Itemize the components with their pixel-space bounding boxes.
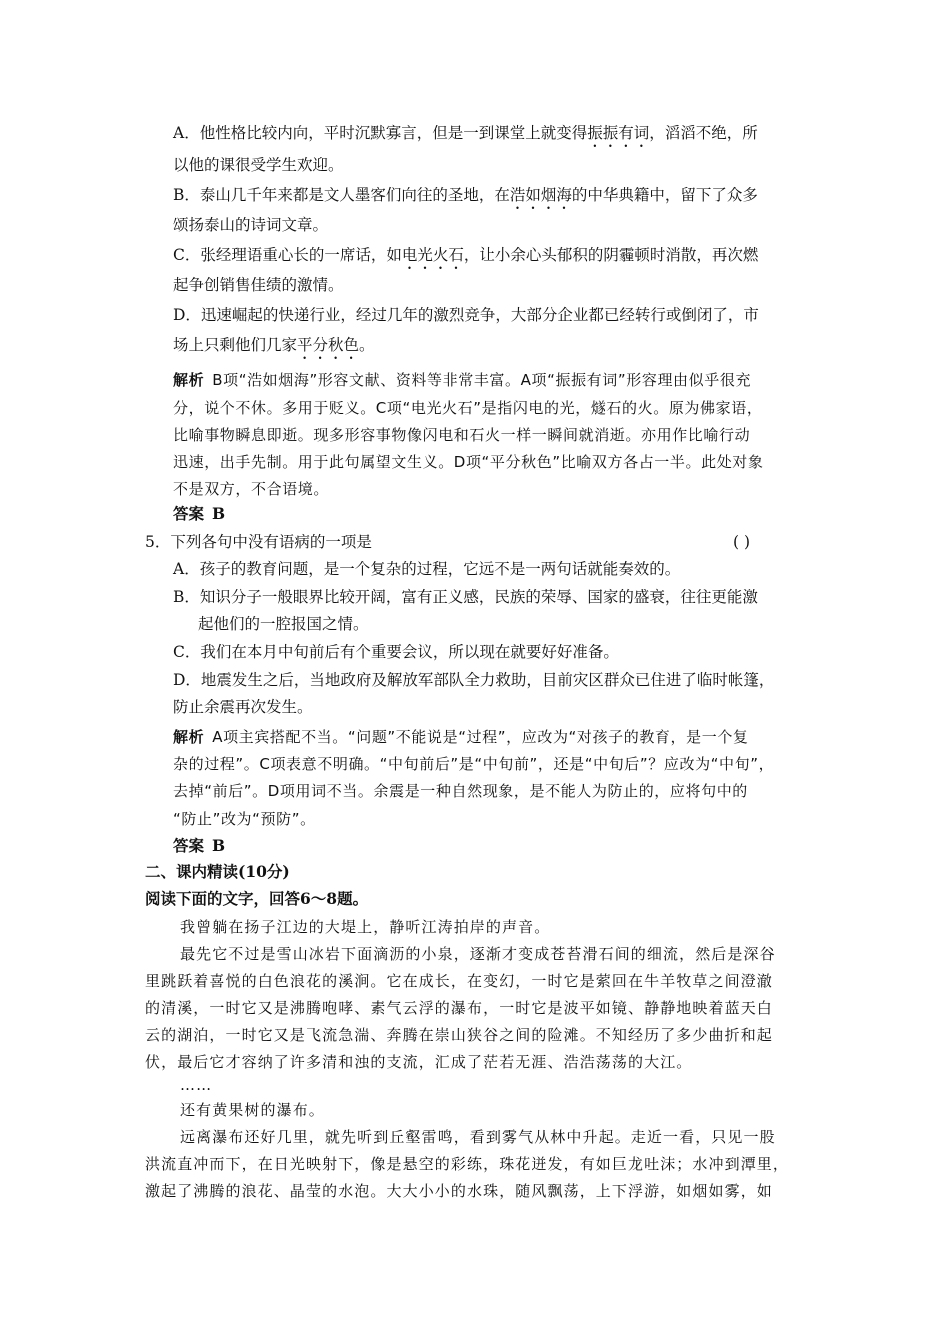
q4-analysis-line-2: 分，说个不休。多用于贬义。C项“电光火石”是指闪电的光，燧石的火。原为佛家语，	[173, 399, 763, 417]
q4-option-d-line2	[173, 335, 375, 363]
q4-option-a-text: A．他性格比较内向，平时沉默寡言，但是一到课堂上就变得	[173, 124, 588, 142]
q4-analysis-line-1	[173, 370, 751, 390]
q5-answer-value: B	[212, 836, 226, 855]
q4-option-c-emphasis: 电光火石	[401, 246, 464, 264]
reading-instruction: 阅读下面的文字，回答6～8题。	[145, 889, 369, 908]
q5-analysis-line-1	[173, 727, 749, 747]
q4-option-b-text: B．泰山几千年来都是文人墨客们向往的圣地，在	[173, 186, 510, 204]
q4-option-c-text-end: ，让小余心头郁积的阴霾顿时消散，再次燃	[463, 246, 759, 264]
q5-analysis-text: A项主宾搭配不当。“问题”不能说是“过程”，应改为“对孩子的教育，是一个复	[212, 728, 749, 746]
passage-ellipsis: ……	[180, 1076, 213, 1094]
passage-line-8: 远离瀑布还好几里，就先听到丘壑雷鸣，看到雾气从林中升起。走近一看，只见一股	[180, 1128, 776, 1146]
q5-answer-label: 答案	[173, 836, 205, 855]
q4-option-a-line2: 以他的课很受学生欢迎。	[173, 156, 344, 174]
passage-line-6: 伏，最后它才容纳了许多清和浊的支流，汇成了茫若无涯、浩浩荡荡的大江。	[145, 1053, 693, 1071]
q5-option-a: A．孩子的教育问题，是一个复杂的过程，它远不是一两句话就能奏效的。	[173, 560, 681, 578]
passage-line-2: 最先它不过是雪山冰岩下面滴沥的小泉，逐渐才变成苍苔滑石间的细流，然后是深谷	[180, 945, 776, 963]
q4-option-a	[173, 123, 758, 151]
q4-analysis-line-5: 不是双方，不合语境。	[173, 480, 330, 498]
q5-option-d-line2: 防止余震再次发生。	[173, 698, 313, 716]
q4-option-c-line2: 起争创销售佳绩的激情。	[173, 276, 344, 294]
q4-option-d-emphasis: 平分秋色	[297, 336, 360, 354]
q4-analysis-label: 解析	[173, 371, 205, 389]
q4-analysis-line-3: 比喻事物瞬息即逝。现多形容事物像闪电和石火一样一瞬间就消逝。亦用作比喻行动	[173, 426, 751, 444]
q5-analysis-label: 解析	[173, 728, 205, 746]
q4-option-a-emphasis: 振振有词	[587, 124, 650, 142]
passage-line-5: 云的湖泊，一时它又是飞流急湍、奔腾在崇山狭谷之间的险滩。不知经历了多少曲折和起	[145, 1026, 773, 1044]
q4-option-d-text: 场上只剩他们几家	[173, 336, 298, 354]
q5-analysis-line-4: “防止”改为“预防”。	[173, 810, 316, 828]
q4-option-b-emphasis: 浩如烟海	[509, 186, 572, 204]
q4-option-b	[173, 185, 758, 213]
q5-stem: 5．下列各句中没有语病的一项是	[145, 533, 372, 551]
q4-analysis-line-4: 迅速，出手先制。用于此句属望文生义。D项“平分秋色”比喻双方各占一半。此处对象	[173, 453, 764, 471]
q5-option-b-line2: 起他们的一腔报国之情。	[198, 615, 369, 633]
q5-answer-blank: ( )	[733, 533, 751, 551]
q4-option-d: D．迅速崛起的快递行业，经过几年的激烈竞争，大部分企业都已经转行或倒闭了，市	[173, 306, 759, 324]
q5-analysis-line-3: 去掉“前后”。D项用词不当。余震是一种自然现象，是不能人为防止的，应将句中的	[173, 782, 748, 800]
q4-answer	[173, 504, 225, 524]
q5-option-c: C．我们在本月中旬前后有个重要会议，所以现在就要好好准备。	[173, 643, 619, 661]
q4-option-b-text-end: 的中华典籍中，留下了众多	[571, 186, 758, 204]
passage-line-3: 里跳跃着喜悦的白色浪花的溪涧。它在成长，在变幻，一时它是萦回在牛羊牧草之间澄澈	[145, 972, 773, 990]
q4-option-c	[173, 245, 758, 273]
q4-option-b-line2: 颂扬泰山的诗词文章。	[173, 216, 329, 234]
passage-line-1: 我曾躺在扬子江边的大堤上，静听江涛拍岸的声音。	[180, 918, 551, 936]
passage-line-10: 激起了沸腾的浪花、晶莹的水泡。大大小小的水珠，随风飘荡，上下浮游，如烟如雾，如	[145, 1182, 773, 1200]
q4-answer-label: 答案	[173, 504, 205, 523]
passage-line-9: 洪流直冲而下，在日光映射下，像是悬空的彩练，珠花迸发，有如巨龙吐沫；水冲到潭里，	[145, 1155, 790, 1173]
q4-option-d-text-end: 。	[359, 336, 375, 354]
q4-option-a-text-end: ，滔滔不绝，所	[649, 124, 758, 142]
q4-analysis-text: B项“浩如烟海”形容文献、资料等非常丰富。A项“振振有词”形容理由似乎很充	[212, 371, 752, 389]
q5-option-b: B．知识分子一般眼界比较开阔，富有正义感，民族的荣辱、国家的盛衰，往往更能激	[173, 588, 758, 606]
q4-option-c-text: C．张经理语重心长的一席话，如	[173, 246, 402, 264]
q5-option-d: D．地震发生之后，当地政府及解放军部队全力救助，目前灾区群众已住进了临时帐篷，	[173, 671, 775, 689]
passage-line-4: 的清溪，一时它又是沸腾咆哮、素气云浮的瀑布，一时它是波平如镜、静静地映着蓝天白	[145, 999, 773, 1017]
q5-answer	[173, 836, 225, 856]
q5-analysis-line-2: 杂的过程”。C项表意不明确。“中旬前后”是“中旬前”，还是“中旬后”？应改为“中旬”，	[173, 755, 775, 773]
q4-answer-value: B	[212, 504, 226, 523]
section-heading: 二、课内精读(10分)	[145, 862, 290, 881]
passage-line-7: 还有黄果树的瀑布。	[180, 1101, 325, 1119]
